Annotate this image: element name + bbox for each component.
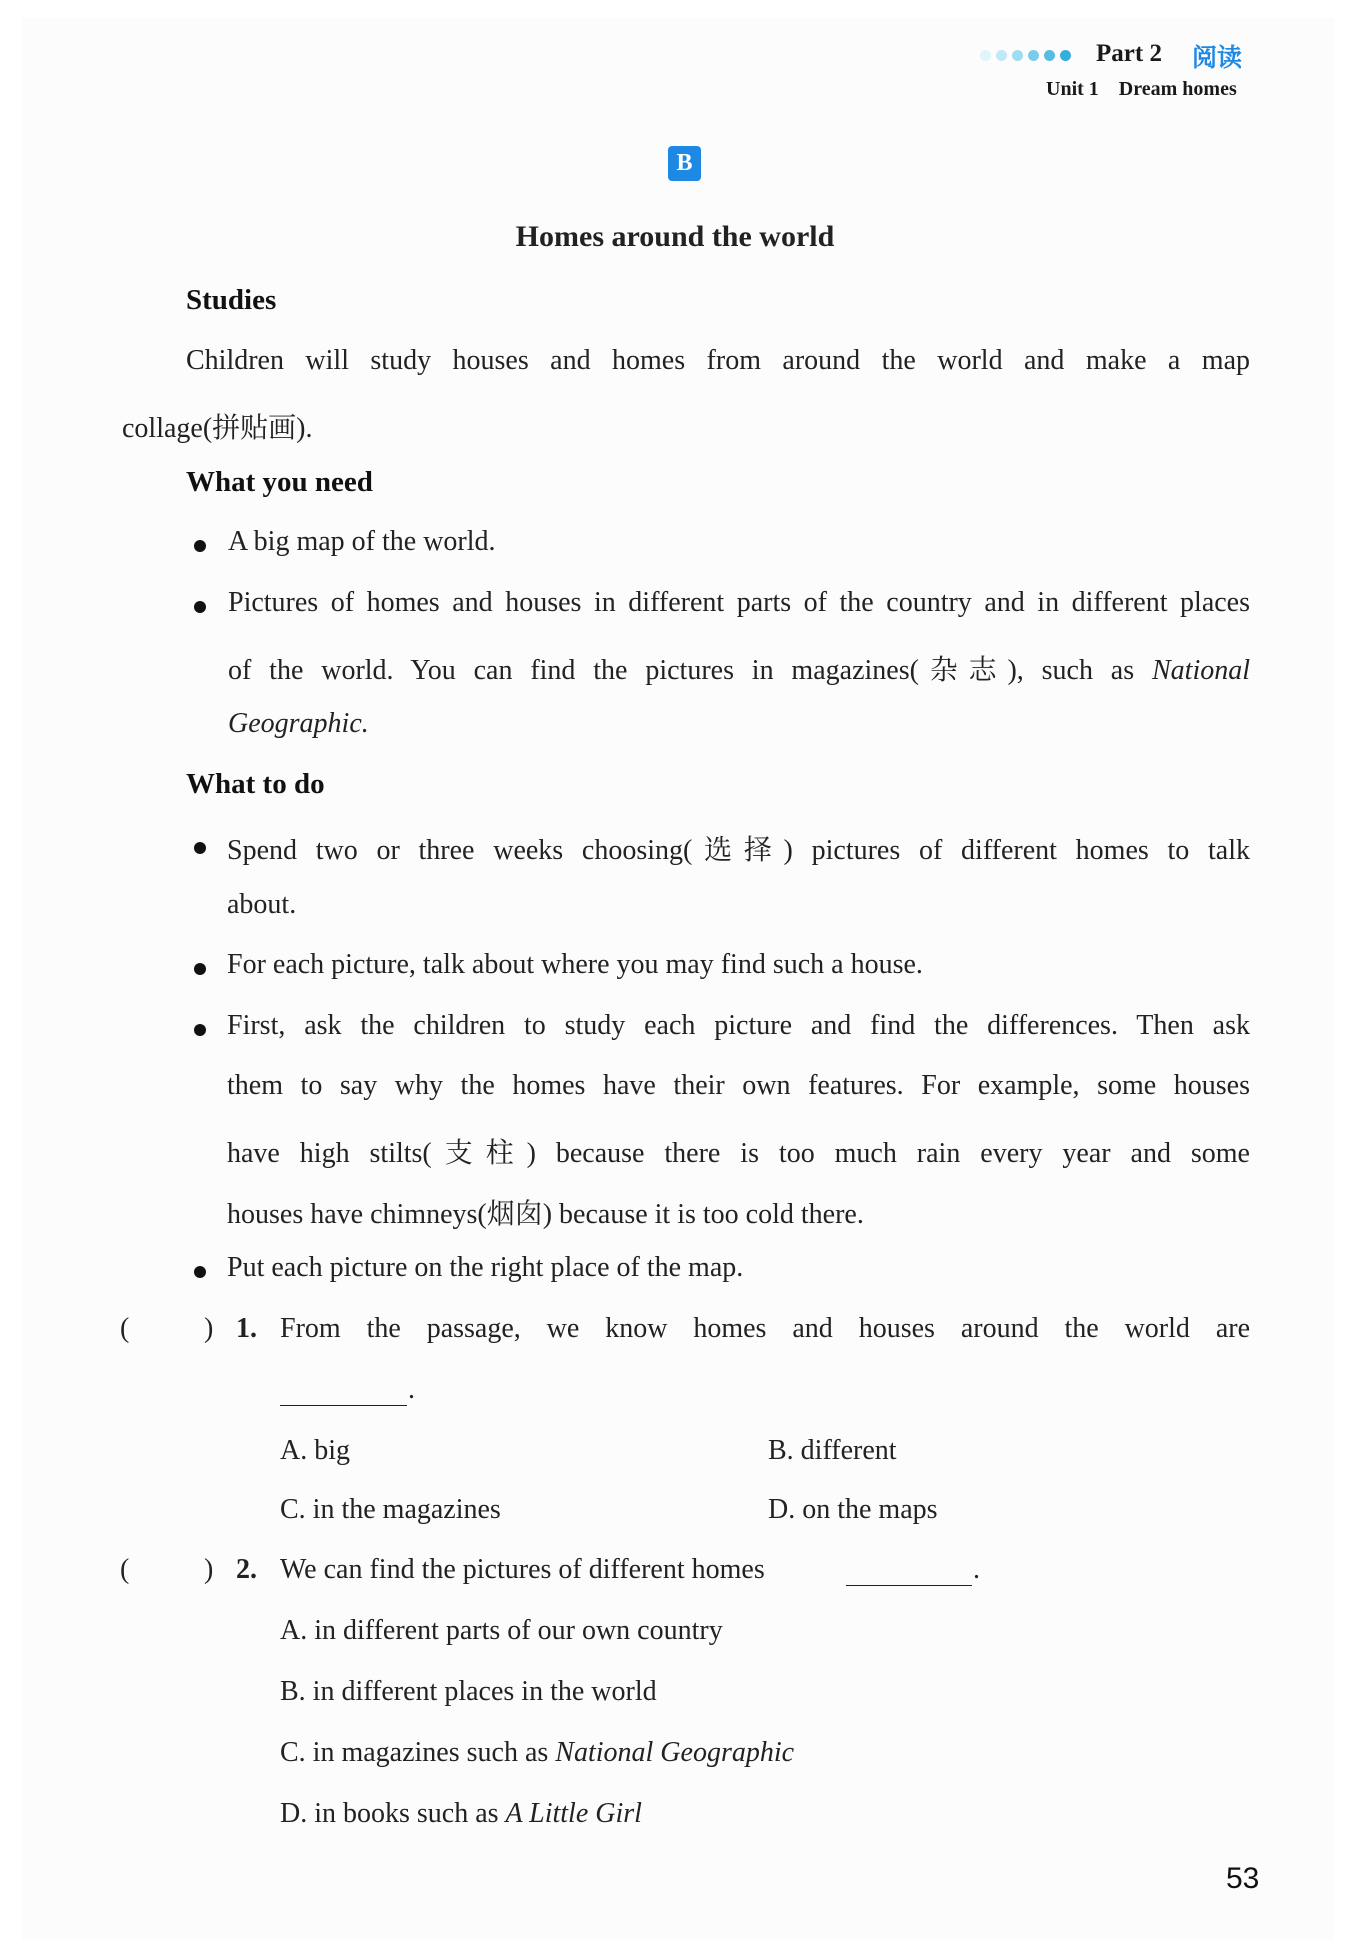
need-bullet1: A big map of the world.: [228, 526, 496, 557]
answer-paren-open: (: [120, 1554, 130, 1585]
question-1-stem: From the passage, we know homes and houses around the world are: [280, 1313, 1250, 1344]
header-unit: [1046, 78, 1237, 101]
heading-what-to-do: What to do: [186, 768, 325, 800]
dot-icon: [1060, 50, 1071, 61]
bullet-icon: [194, 842, 206, 854]
q1-option-d[interactable]: D. on the maps: [768, 1494, 938, 1525]
todo-bullet3-line4: houses have chimneys(烟囱) because it is too cold there.: [227, 1199, 864, 1230]
q2-option-d[interactable]: [280, 1798, 642, 1830]
magazine-name-cont: Geographic.: [228, 708, 369, 739]
header-part: Part 2: [1096, 40, 1162, 67]
q2-option-d-text: D. in books such as: [280, 1798, 506, 1829]
studies-line2: collage(拼贴画).: [122, 413, 313, 444]
bullet-icon: [194, 1024, 206, 1036]
header-part-cn: 阅读: [1192, 43, 1243, 72]
need-bullet2-line2: [228, 648, 1250, 688]
todo-bullet1-line2: about.: [227, 889, 297, 920]
todo-bullet3-line1: First, ask the children to study each picture and find the differences. Then ask: [227, 1010, 1250, 1041]
question-number: 2.: [236, 1554, 257, 1585]
answer-box-q1[interactable]: [134, 1312, 204, 1352]
question-2-stem-end: .: [973, 1554, 980, 1585]
page-number: 53: [1226, 1862, 1260, 1895]
q1-option-a[interactable]: A. big: [280, 1435, 350, 1466]
answer-paren-open: (: [120, 1313, 130, 1344]
answer-paren-close: ): [204, 1313, 214, 1344]
unit-label: Unit 1: [1046, 78, 1099, 100]
question-2-stem: We can find the pictures of different homes: [280, 1554, 765, 1585]
dot-icon: [996, 50, 1007, 61]
heading-what-you-need: What you need: [186, 466, 373, 498]
question-1-stem-end: .: [408, 1374, 415, 1405]
bullet-icon: [194, 601, 206, 613]
need-bullet2-line3: [228, 708, 369, 740]
bullet-icon: [194, 1266, 206, 1278]
unit-title: Dream homes: [1118, 78, 1237, 100]
passage-title: Homes around the world: [515, 220, 835, 253]
todo-bullet3-line2: them to say why the homes have their own features. For example, some houses: [227, 1070, 1250, 1101]
answer-blank-q2[interactable]: [846, 1585, 972, 1586]
magazine-name: National: [1151, 655, 1250, 686]
todo-bullet1-line1: Spend two or three weeks choosing(选择) pictures of different homes to talk: [227, 835, 1250, 866]
need-bullet2-line1: Pictures of homes and houses in different parts of the country and in different places: [228, 587, 1250, 618]
q2-option-c[interactable]: [280, 1737, 794, 1769]
studies-line1: Children will study houses and homes from around the world and make a map: [186, 345, 1250, 376]
q2-option-d-title: A Little Girl: [505, 1798, 642, 1829]
q2-option-c-title: National Geographic: [555, 1737, 795, 1768]
dot-icon: [980, 50, 991, 61]
bullet-icon: [194, 963, 206, 975]
answer-paren-close: ): [204, 1554, 214, 1585]
dot-icon: [1012, 50, 1023, 61]
need-bullet2-text: of the world. You can find the pictures in magazines(杂志), such as: [228, 655, 1152, 686]
q2-option-a[interactable]: A. in different parts of our own country: [280, 1615, 723, 1646]
todo-bullet2: For each picture, talk about where you may find such a house.: [227, 949, 923, 980]
todo-bullet4: Put each picture on the right place of the map.: [227, 1252, 744, 1283]
dot-icon: [1028, 50, 1039, 61]
q2-option-c-text: C. in magazines such as: [280, 1737, 556, 1768]
dot-icon: [1044, 50, 1055, 61]
answer-blank-q1[interactable]: [280, 1405, 407, 1406]
q1-option-c[interactable]: C. in the magazines: [280, 1494, 501, 1525]
todo-bullet3-line3: have high stilts(支柱) because there is too much rain every year and some: [227, 1138, 1250, 1169]
heading-studies: Studies: [186, 284, 277, 316]
section-badge: B: [668, 146, 701, 181]
q2-option-b[interactable]: B. in different places in the world: [280, 1676, 657, 1707]
q1-option-b[interactable]: B. different: [768, 1435, 897, 1466]
question-number: 1.: [236, 1313, 257, 1344]
answer-box-q2[interactable]: [134, 1553, 204, 1593]
bullet-icon: [194, 540, 206, 552]
